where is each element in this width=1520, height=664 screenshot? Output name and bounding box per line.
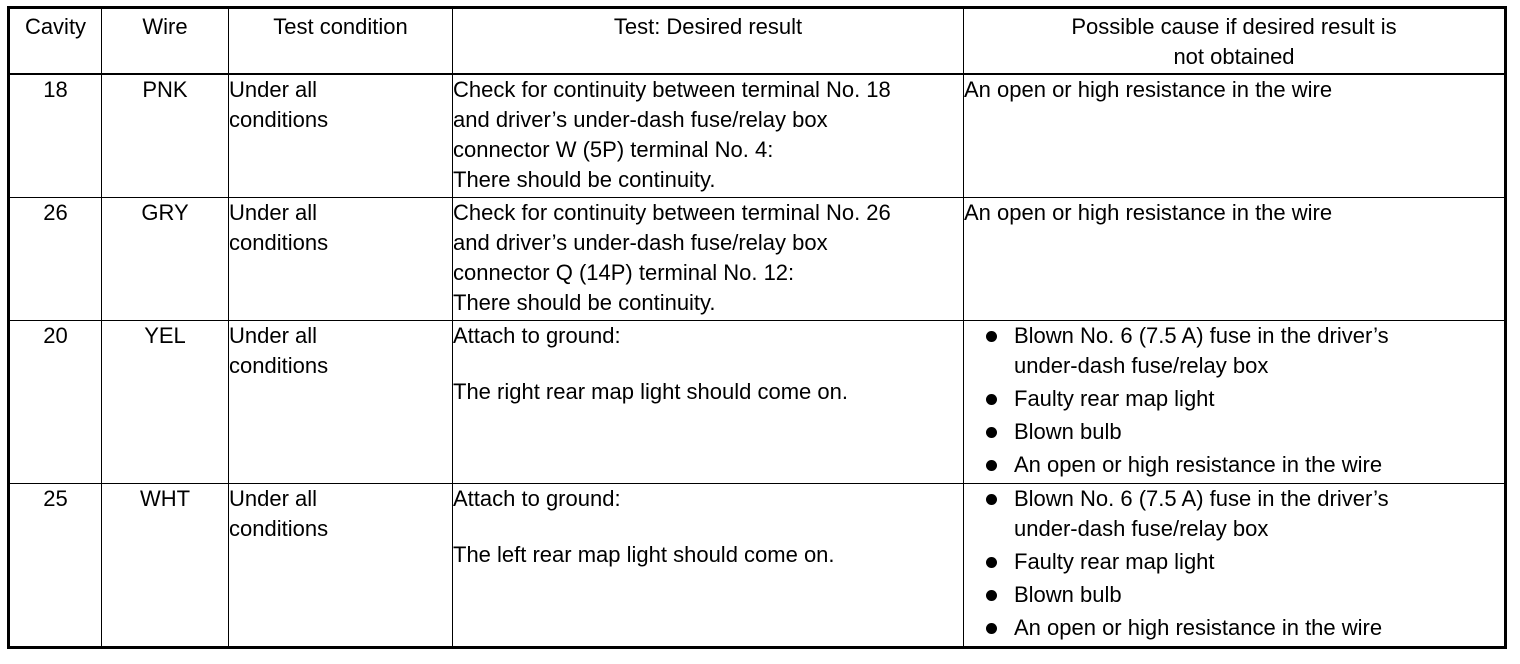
condition-line: Under all — [229, 323, 318, 348]
test-cell — [453, 484, 964, 648]
header-desired-result: Test: Desired result — [453, 8, 964, 75]
test-cell — [453, 74, 964, 198]
test-intro: Attach to ground: — [453, 486, 621, 511]
condition-cell — [229, 74, 453, 198]
wire-cell: GRY — [102, 198, 229, 321]
condition-line: Under all — [229, 486, 318, 511]
cause-text: An open or high resistance in the wire — [964, 200, 1333, 225]
cause-list — [964, 321, 1504, 480]
test-line: Check for continuity between terminal No. 18 — [453, 77, 891, 102]
header-cavity: Cavity — [9, 8, 102, 75]
condition-cell — [229, 198, 453, 321]
wire-cell: WHT — [102, 484, 229, 648]
cause-list-item: Faulty rear map light — [986, 384, 1504, 414]
test-cell — [453, 198, 964, 321]
condition-cell — [229, 484, 453, 648]
test-line: There should be continuity. — [453, 290, 716, 315]
spacer — [453, 514, 963, 540]
cause-list — [964, 484, 1504, 643]
condition-cell — [229, 321, 453, 484]
cause-line: under-dash fuse/relay box — [1014, 353, 1269, 378]
header-possible-cause — [964, 8, 1506, 75]
wire-cell: YEL — [102, 321, 229, 484]
table-row — [9, 321, 1506, 484]
cavity-cell: 26 — [9, 198, 102, 321]
cavity-cell: 25 — [9, 484, 102, 648]
test-line: and driver’s under-dash fuse/relay box — [453, 107, 828, 132]
header-cause-line-2: not obtained — [1173, 44, 1295, 69]
condition-line: Under all — [229, 77, 318, 102]
table-row — [9, 484, 1506, 648]
condition-line: conditions — [229, 107, 329, 132]
cause-list-item: Blown bulb — [986, 580, 1504, 610]
test-line: connector W (5P) terminal No. 4: — [453, 137, 774, 162]
test-line: There should be continuity. — [453, 167, 716, 192]
spacer — [453, 351, 963, 377]
cause-line: under-dash fuse/relay box — [1014, 516, 1269, 541]
test-line: and driver’s under-dash fuse/relay box — [453, 230, 828, 255]
cause-list-item: Blown bulb — [986, 417, 1504, 447]
test-result: The right rear map light should come on. — [453, 379, 848, 404]
cause-cell — [964, 321, 1506, 484]
test-cell — [453, 321, 964, 484]
cause-line: Blown No. 6 (7.5 A) fuse in the driver’s — [1014, 323, 1389, 348]
cause-cell — [964, 74, 1506, 198]
cause-list-item: Faulty rear map light — [986, 547, 1504, 577]
condition-line: Under all — [229, 200, 318, 225]
table-row — [9, 74, 1506, 198]
cavity-cell: 18 — [9, 74, 102, 198]
cause-cell — [964, 484, 1506, 648]
condition-line: conditions — [229, 230, 329, 255]
cause-list-item: An open or high resistance in the wire — [986, 613, 1504, 643]
cause-list-item — [986, 321, 1504, 381]
cause-text: An open or high resistance in the wire — [964, 77, 1333, 102]
diagnostic-table — [7, 6, 1507, 649]
test-line: Check for continuity between terminal No. 26 — [453, 200, 891, 225]
condition-line: conditions — [229, 353, 329, 378]
header-test-condition: Test condition — [229, 8, 453, 75]
cause-list-item — [986, 484, 1504, 544]
table-row — [9, 198, 1506, 321]
test-result: The left rear map light should come on. — [453, 542, 835, 567]
wire-cell: PNK — [102, 74, 229, 198]
header-row — [9, 8, 1506, 75]
cause-cell — [964, 198, 1506, 321]
test-intro: Attach to ground: — [453, 323, 621, 348]
condition-line: conditions — [229, 516, 329, 541]
cause-list-item: An open or high resistance in the wire — [986, 450, 1504, 480]
header-wire: Wire — [102, 8, 229, 75]
test-line: connector Q (14P) terminal No. 12: — [453, 260, 795, 285]
cavity-cell: 20 — [9, 321, 102, 484]
header-cause-line-1: Possible cause if desired result is — [1071, 14, 1397, 39]
cause-line: Blown No. 6 (7.5 A) fuse in the driver’s — [1014, 486, 1389, 511]
